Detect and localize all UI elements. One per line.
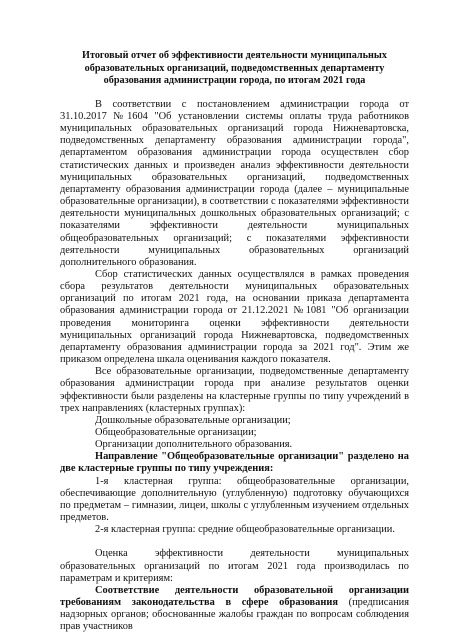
paragraph-legal-basis: В соответствии с постановлением администрации города от 31.10.2017 №1604 "Об установлении системы оплаты труда работников муниципальных образовательных организаций города Нижневартовска, подведомственных департаменту образования администрации города", департаментом образования администрации города осуществлен сбор статистических данных и произведен анализ эффективности деятельности муниципальных образовательных организаций, подведомственных департаменту образования администрации города (далее – муниципальные образовательные организации), в соответствии с показателями эффективности деятельности муниципальных дошкольных образовательных организаций; с показателями эффективности деятельности муниципальных общеобразовательных организаций; с показателями эффективности деятельности муниципальных образовательных организаций дополнительного образования. [60,98,409,268]
list-item-additional: Организации дополнительного образования. [95,439,293,451]
direction-heading-text: Направление "Общеобразовательные организации" разделено на две кластерные группы по типу учреждения: [60,451,409,475]
paragraph-cluster-2: 2-я кластерная группа: средние общеобразовательные организации. [95,524,395,536]
paragraph-compliance [60,585,409,634]
compliance-text: (предписания надзорных органов; обоснованные жалобы граждан по вопросам соблюдения прав участников [60,597,410,633]
list-item-general: Общеобразовательные организации; [95,427,257,438]
paragraph-criteria-intro: Оценка эффективности деятельности муниципальных образовательных организаций по итогам 2021 года производилась по параметрам и критериям: [60,548,409,584]
paragraph-data-collection: Сбор статистических данных осуществлялся в рамках проведения сбора результатов деятельности муниципальных образовательных организаций по итогам 2021 года, на основании приказа департамента образования администрации города от 21.12.2021 №1081 "Об организации проведения мониторинга оценки эффективности деятельности муниципальных организаций города Нижневартовска, подведомственных департаменту образования администрации города за 2021 год". Этим же приказом определена шкала оценивания каждого показателя. [60,268,409,366]
paragraph-cluster-1: 1-я кластерная группа: общеобразовательные организации, обеспечивающие дополнительную (углубленную) подготовку обучающихся по предметам – гимназии, лицеи, школы с углубленным изучением отдельных предметов. [60,475,409,524]
compliance-heading: Соответствие деятельности образовательной организации требованиям законодательства в сфере образования [60,584,409,609]
list-item-preschool: Дошкольные образовательные организации; [95,414,291,426]
paragraph-direction-heading [60,451,409,475]
document-title: Итоговый отчет об эффективности деятельности муниципальных образовательных организаций, подведомственных департаменту образования администрации города, по итогам 2021 года [82,50,387,87]
spacer [60,536,409,548]
paragraph-cluster-groups: Все образовательные организации, подведомственные департаменту образования администрации города при анализе результатов оценки эффективности были разделены на кластерные группы по типу учреждений в трех направлениях (кластерных группах): [60,366,409,414]
